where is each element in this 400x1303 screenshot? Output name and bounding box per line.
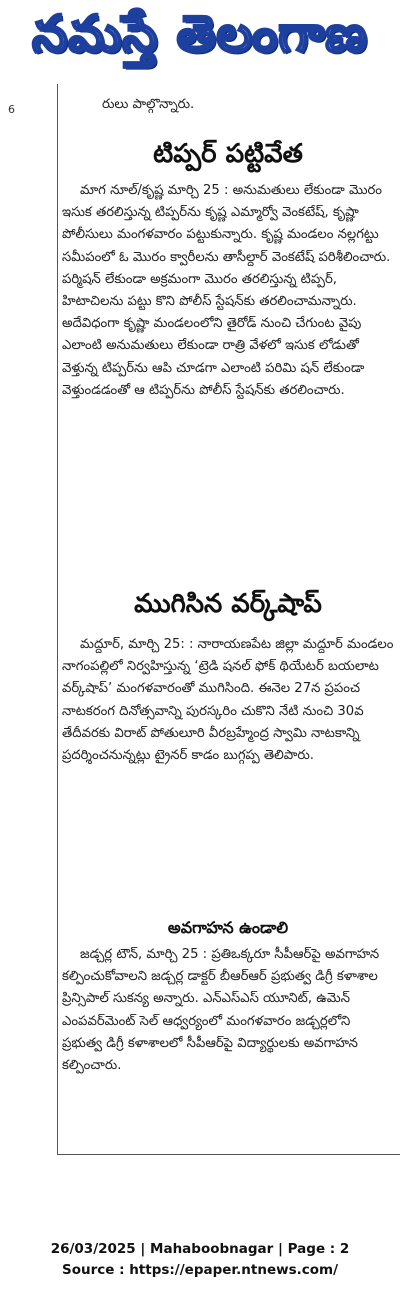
article-body: మద్దూర్, మార్చి 25: : నారాయణపేట జిల్లా మద్దూర్ మండలం నాగంపల్లిలో నిర్వహిస్తున్న ‘ట్రెడి షనల్ ఫోక్ థియేటర్ బయలాట వర్క్‌షాప్’ మంగళవారంతో ముగిసింది. ఈనెల 27న ప్రపంచ నాటకరంగ దినోత్సవాన్ని పురస్కరిం చుకొని నేటి నుంచి 30వ తేదీవరకు విరాట్ పోతులూరి వీరబ్రహ్మేంద్ర స్వామి నాటకాన్ని ప్రదర్శించనున్నట్లు ట్రైనర్ కాడం బుగ్గప్ప తెలిపారు.: [62, 637, 394, 764]
masthead-title: నమస్తే తెలంగాణ: [32, 4, 368, 63]
article-tipper-seized: [62, 138, 394, 402]
footer-date-edition-page: 26/03/2025 | Mahaboobnagar | Page : 2: [50, 1241, 350, 1257]
article-workshop-ended: [62, 588, 394, 767]
article-headline: అవగాహన ఉండాలి: [167, 918, 289, 937]
adjacent-column-fragment: 6: [8, 103, 15, 116]
article-body: మాగ నూల్/కృష్ణ మార్చి 25 : అనుమతులు లేకుండా మొరం ఇసుక తరలిస్తున్న టిప్పర్‌ను కృష్ణ ఎమ్మార్వో వెంకటేష్, కృష్ణా పోలీసులు మంగళవారం పట్టుకున్నారు. కృష్ణ మండలం నల్లగట్టు సమీపంలో ఓ మొరం క్వారీలను తాసీల్దార్ వెంకటేష్ పరిశీలించారు. పర్మిషన్ లేకుండా అక్రమంగా మొరం తరలిస్తున్న టిప్పర్, హిటాచిలను పట్టు కొని పోలీస్ స్టేషన్‌కు తరలించామన్నారు. అదేవిధంగా కృష్ణా మండలంలోని తైరోడ్ నుంచి చేగుంట వైపు ఎలాంటి అనుమతులు లేకుండా రాత్రి వేళలో ఇసుక లోడుతో వెళ్తున్న టిప్పర్‌ను ఆపి చూడగా ఎలాంటి పరిమి షన్ లేకుండా వెళ్తుండడంతో ఆ టిప్పర్‌ను పోలీస్ స్టేషన్‌కు తరలించారు.: [62, 183, 391, 398]
previous-article-text: రులు పాల్గొన్నారు.: [102, 97, 195, 112]
article-awareness: [62, 918, 394, 1077]
article-headline: ముగిసిన వర్క్‌షాప్: [134, 589, 322, 619]
previous-article-tail: [62, 94, 394, 116]
article-body: జడ్చర్ల టౌన్, మార్చి 25 : ప్రతిఒక్కరూ సీపీఆర్‌పై అవగాహన కల్పించుకోవాలని జడ్చర్ల డాక్టర్ బీఆర్ఆర్ ప్రభుత్వ డిగ్రీ కళాశాల ప్రిన్సిపాల్ సుకన్య అన్నారు. ఎన్ఎస్ఎస్ యూనిట్, ఉమెన్ ఎంపవర్‌మెంట్ సెల్ ఆధ్వర్యంలో మంగళవారం జడ్చర్లలోని ప్రభుత్వ డిగ్రీ కళాశాలలో సీపీఆర్‌పై విద్యార్థులకు అవగాహన కల్పించారు.: [62, 947, 380, 1074]
footer-source: Source : https://epaper.ntnews.com/: [61, 1262, 339, 1278]
masthead-logo: [6, 4, 394, 76]
article-headline: టిప్పర్ పట్టివేత: [153, 139, 303, 169]
